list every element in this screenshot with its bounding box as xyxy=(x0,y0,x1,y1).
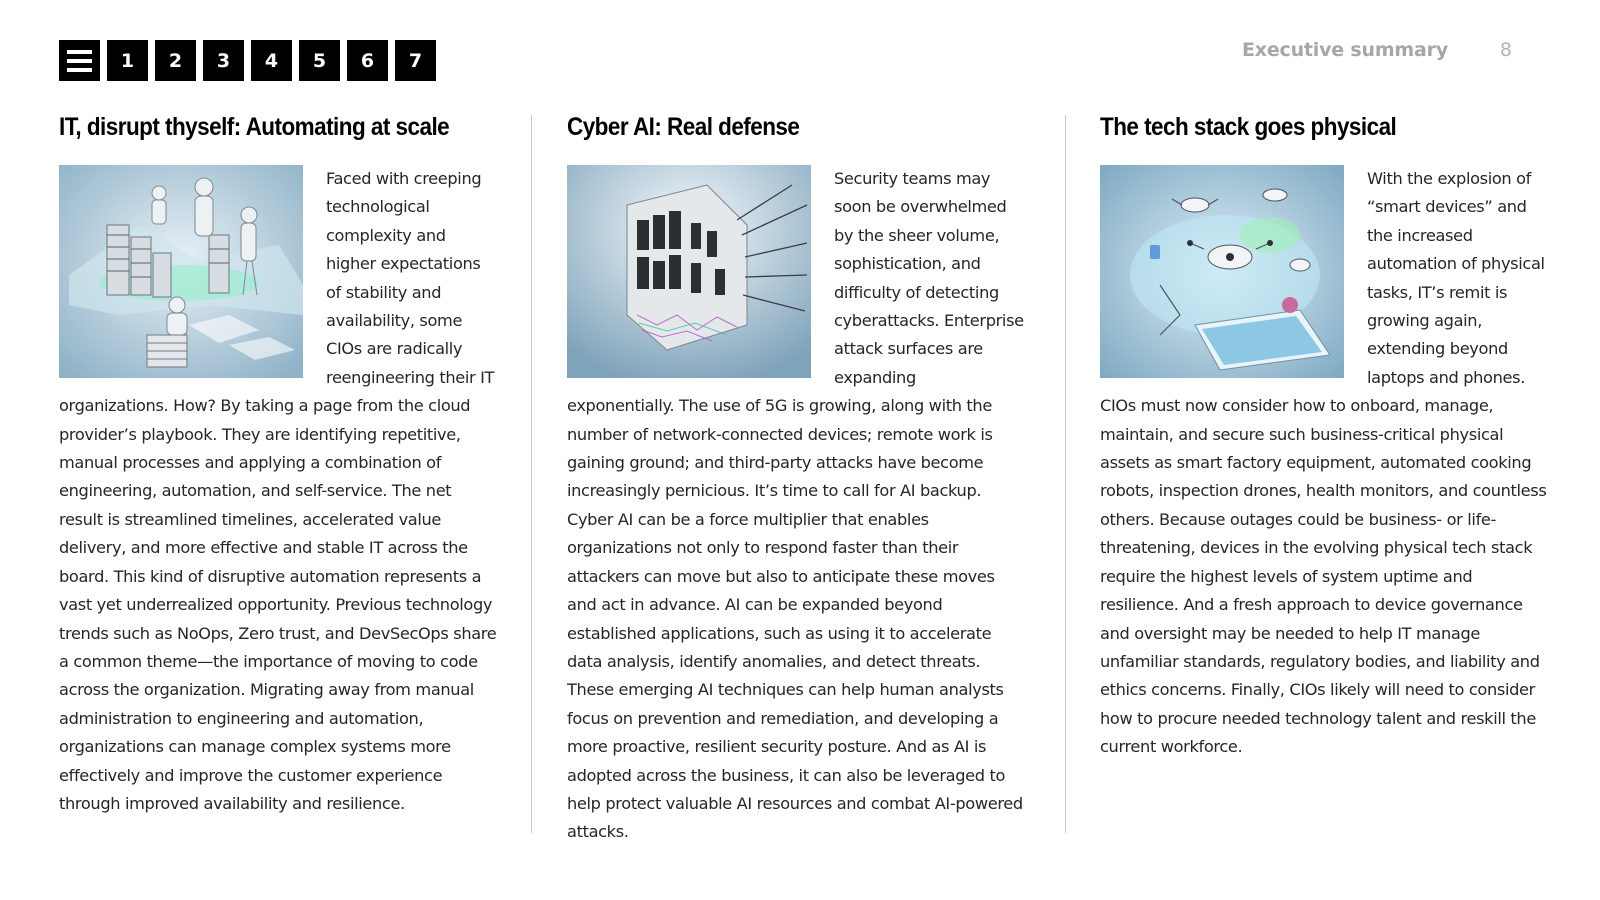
column-body: Security teams may soon be overwhelmed by the sheer volume, sophistication, and difficulty of detecting cyberattacks. Enterprise attack surfaces are expanding exponentially. The use of 5G is growing, along with the number of network-connected devices; remote work is gaining ground; and third-party attacks have become increasingly pernicious. It’s time to call for AI backup. Cyber AI can be a force multiplier that enables organizations not only to respond faster than their attackers can move but also to anticipate these moves and act in advance. AI can be expanded beyond established applications, such as using it to accelerate data analysis, identify anomalies, and detect threats. These emerging AI techniques can help human analysts focus on prevention and remediation, and developing a more proactive, resilient security posture. And as AI is adopted across the business, it can also be leveraged to help protect valuable AI resources and combat AI-powered attacks. xyxy=(567,169,1024,842)
column-title: Cyber AI: Real defense xyxy=(567,113,800,141)
hamburger-menu-icon[interactable] xyxy=(59,40,100,81)
cyber-cube-illustration-image xyxy=(567,165,811,378)
column-title: IT, disrupt thyself: Automating at scale xyxy=(59,113,450,141)
chapter-nav xyxy=(59,40,436,81)
chapter-7-button[interactable]: 7 xyxy=(395,40,436,81)
chapter-1-button[interactable]: 1 xyxy=(107,40,148,81)
column-divider xyxy=(1065,115,1066,833)
section-title[interactable]: Executive summary xyxy=(1242,39,1448,61)
column-body: With the explosion of “smart devices” and the increased automation of physical tasks, IT’s remit is growing again, extending beyond laptops and phones. CIOs must now consider how to onboard, manage, maintain, and secure such business-critical physical assets as smart factory equipment, automated cooking robots, inspection drones, health monitors, and countless others. Because outages could be business- or life-threatening, devices in the evolving physical tech stack require the highest levels of system uptime and resilience. And a fresh approach to device governance and oversight may be needed to help IT manage unfamiliar standards, regulatory bodies, and liability and ethics concerns. Finally, CIOs likely will need to consider how to procure needed technology talent and reskill the current workforce. xyxy=(1100,169,1547,757)
chapter-2-button[interactable]: 2 xyxy=(155,40,196,81)
column-cyber-ai xyxy=(567,110,1027,847)
column-divider xyxy=(531,115,532,833)
page-number: 8 xyxy=(1499,39,1512,61)
chapter-6-button[interactable]: 6 xyxy=(347,40,388,81)
column-tech-stack xyxy=(1100,110,1548,762)
robots-illustration-image xyxy=(59,165,303,378)
chapter-5-button[interactable]: 5 xyxy=(299,40,340,81)
column-automating xyxy=(59,110,499,818)
chapter-4-button[interactable]: 4 xyxy=(251,40,292,81)
column-title: The tech stack goes physical xyxy=(1100,113,1397,141)
chapter-3-button[interactable]: 3 xyxy=(203,40,244,81)
drones-illustration-image xyxy=(1100,165,1344,378)
column-body: Faced with creeping technological complexity and higher expectations of stability and availability, some CIOs are radically reengineering their IT organizations. How? By taking a page from the cloud provider’s playbook. They are identifying repetitive, manual processes and applying a combination of engineering, automation, and self-service. The net result is streamlined timelines, accelerated value delivery, and more effective and stable IT across the board. This kind of disruptive automation represents a vast yet underrealized opportunity. Previous technology trends such as NoOps, Zero trust, and DevSecOps share a common theme—the importance of moving to code across the organization. Migrating away from manual administration to engineering and automation, organizations can manage complex systems more effectively and improve the customer experience through improved availability and resilience. xyxy=(59,169,497,813)
